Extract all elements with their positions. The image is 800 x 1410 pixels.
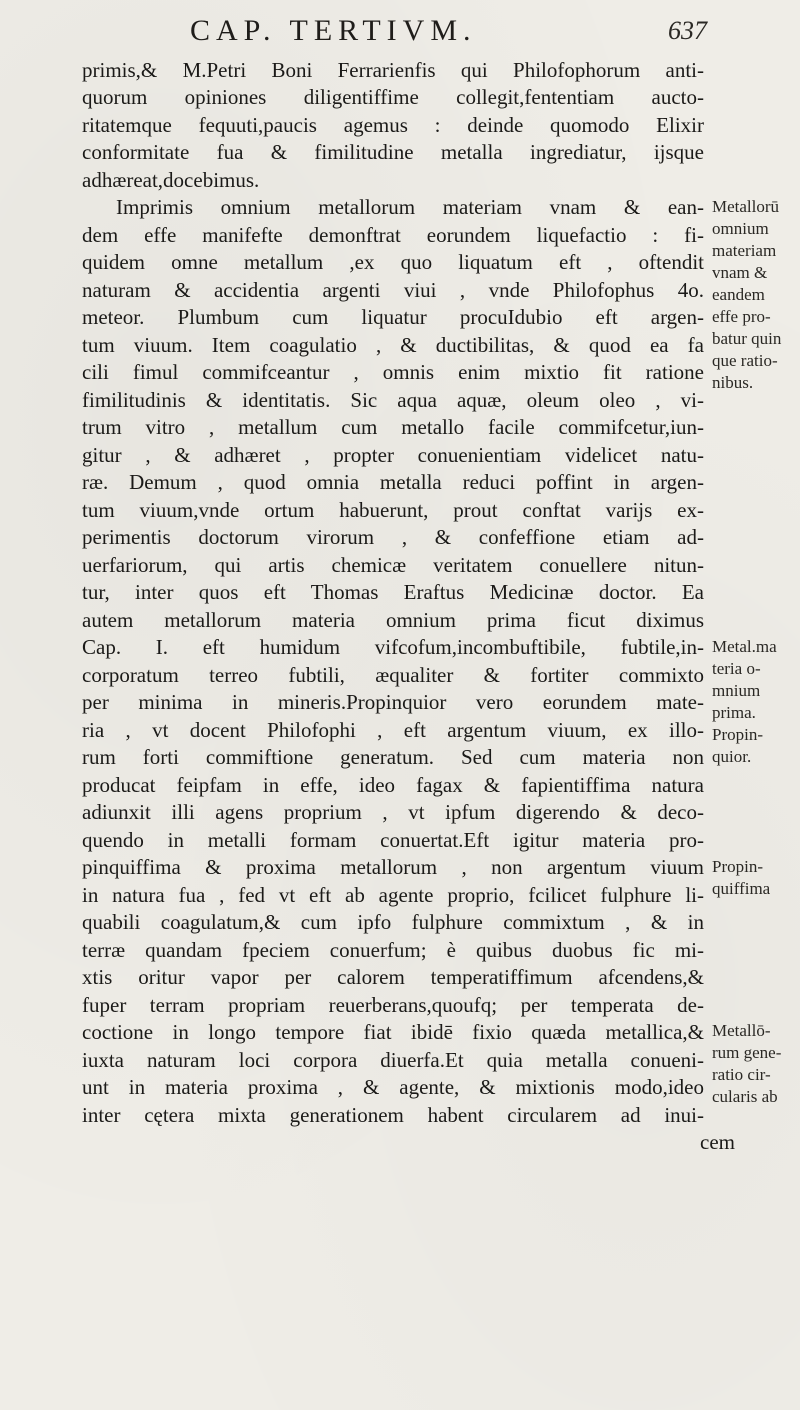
text-line: gitur , & adhæret , propter conuenientiam videlicet natu- bbox=[82, 443, 704, 467]
text-line: meteor. Plumbum cum liquatur procuIdubio eft argen- bbox=[82, 305, 704, 329]
text-line: conformitate fua & fimilitudine metalla ingrediatur, ijsque bbox=[82, 140, 704, 164]
text-line: tur, inter quos eft Thomas Eraftus Medicinæ doctor. Ea bbox=[82, 580, 704, 604]
text-line: adiunxit illi agens proprium , vt ipfum digerendo & deco- bbox=[82, 800, 704, 824]
margin-note: Metallō- rum gene- ratio cir- cularis ab bbox=[712, 1021, 782, 1106]
text-line: dem effe manifefte demonftrat eorundem liquefactio : fi- bbox=[82, 223, 704, 247]
text-line: cili fimul commifceantur , omnis enim mixtio fit ratione bbox=[82, 360, 704, 384]
text-line: tum viuum. Item coagulatio , & ductibilitas, & quod ea fa bbox=[82, 333, 704, 357]
text-line: fimilitudinis & identitatis. Sic aqua aquæ, oleum oleo , vi- bbox=[82, 388, 704, 412]
text-line: quidem omne metallum ,ex quo liquatum eft , oftendit bbox=[82, 250, 704, 274]
text-line: iuxta naturam loci corpora diuerfa.Et quia metalla conueni- bbox=[82, 1048, 704, 1072]
page-number: 637 bbox=[668, 16, 707, 45]
text-line: uerfariorum, qui artis chemicæ veritatem conuellere nitun- bbox=[82, 553, 704, 577]
text-line: tum viuum,vnde ortum habuerunt, prout conftat varijs ex- bbox=[82, 498, 704, 522]
text-line: xtis oritur vapor per calorem temperatiffimum afcendens,& bbox=[82, 965, 704, 989]
margin-note: Metallorū omnium materiam vnam & eandem effe pro- batur quin que ratio- nibus. bbox=[712, 197, 782, 392]
text-line: in natura fua , fed vt eft ab agente proprio, fcilicet fulphure li- bbox=[82, 883, 704, 907]
text-line: naturam & accidentia argenti viui , vnde Philofophus 4o. bbox=[82, 278, 704, 302]
text-line: trum vitro , metallum cum metallo facile commifcetur,iun- bbox=[82, 415, 704, 439]
text-line: pinquiffima & proxima metallorum , non argentum viuum bbox=[82, 855, 704, 879]
text-line: Imprimis omnium metallorum materiam vnam & ean- bbox=[116, 195, 704, 219]
text-line: coctione in longo tempore fiat ibidē fixio quæda metallica,& bbox=[82, 1020, 704, 1044]
text-line: rum forti commiftione generatum. Sed cum materia non bbox=[82, 745, 704, 769]
margin-note: Metal.ma teria o- mnium prima. Propin- quior. bbox=[712, 637, 777, 766]
running-head bbox=[0, 10, 800, 50]
text-line: per minima in mineris.Propinquior vero eorundem mate- bbox=[82, 690, 704, 714]
text-line: quorum opiniones diligentiffime collegit,fententiam aucto- bbox=[82, 85, 704, 109]
text-line: ria , vt docent Philofophi , eft argentum viuum, ex illo- bbox=[82, 718, 704, 742]
catchword: cem bbox=[700, 1130, 735, 1154]
text-line: ræ. Demum , quod omnia metalla reduci poffint in argen- bbox=[82, 470, 704, 494]
text-line: primis,& M.Petri Boni Ferrarienfis qui Philofophorum anti- bbox=[82, 58, 704, 82]
text-line: perimentis doctorum virorum , & confeffione etiam ad- bbox=[82, 525, 704, 549]
text-line: quabili coagulatum,& cum ipfo fulphure commixtum , & in bbox=[82, 910, 704, 934]
text-line: corporatum terreo fubtili, æqualiter & fortiter commixto bbox=[82, 663, 704, 687]
text-line: producat feipfam in effe, ideo fagax & fapientiffima natura bbox=[82, 773, 704, 797]
text-line: ritatemque fequuti,paucis agemus : deinde quomodo Elixir bbox=[82, 113, 704, 137]
text-line: unt in materia proxima , & agente, & mixtionis modo,ideo bbox=[82, 1075, 704, 1099]
text-line: terræ quandam fpeciem conuerfum; è quibus duobus fic mi- bbox=[82, 938, 704, 962]
text-line: autem metallorum materia omnium prima ficut diximus bbox=[82, 608, 704, 632]
margin-note: Propin- quiffima bbox=[712, 857, 771, 898]
text-line: fuper terram propriam reuerberans,quoufq; per temperata de- bbox=[82, 993, 704, 1017]
text-line: quendo in metalli formam conuertat.Eft igitur materia pro- bbox=[82, 828, 704, 852]
text-line: Cap. I. eft humidum vifcofum,incombuftibile, fubtile,in- bbox=[82, 635, 704, 659]
text-line: adhæreat,docebimus. bbox=[82, 168, 260, 192]
running-title: CAP. TERTIVM. bbox=[190, 14, 477, 47]
text-line: inter cętera mixta generationem habent circularem ad inui- bbox=[82, 1103, 704, 1127]
